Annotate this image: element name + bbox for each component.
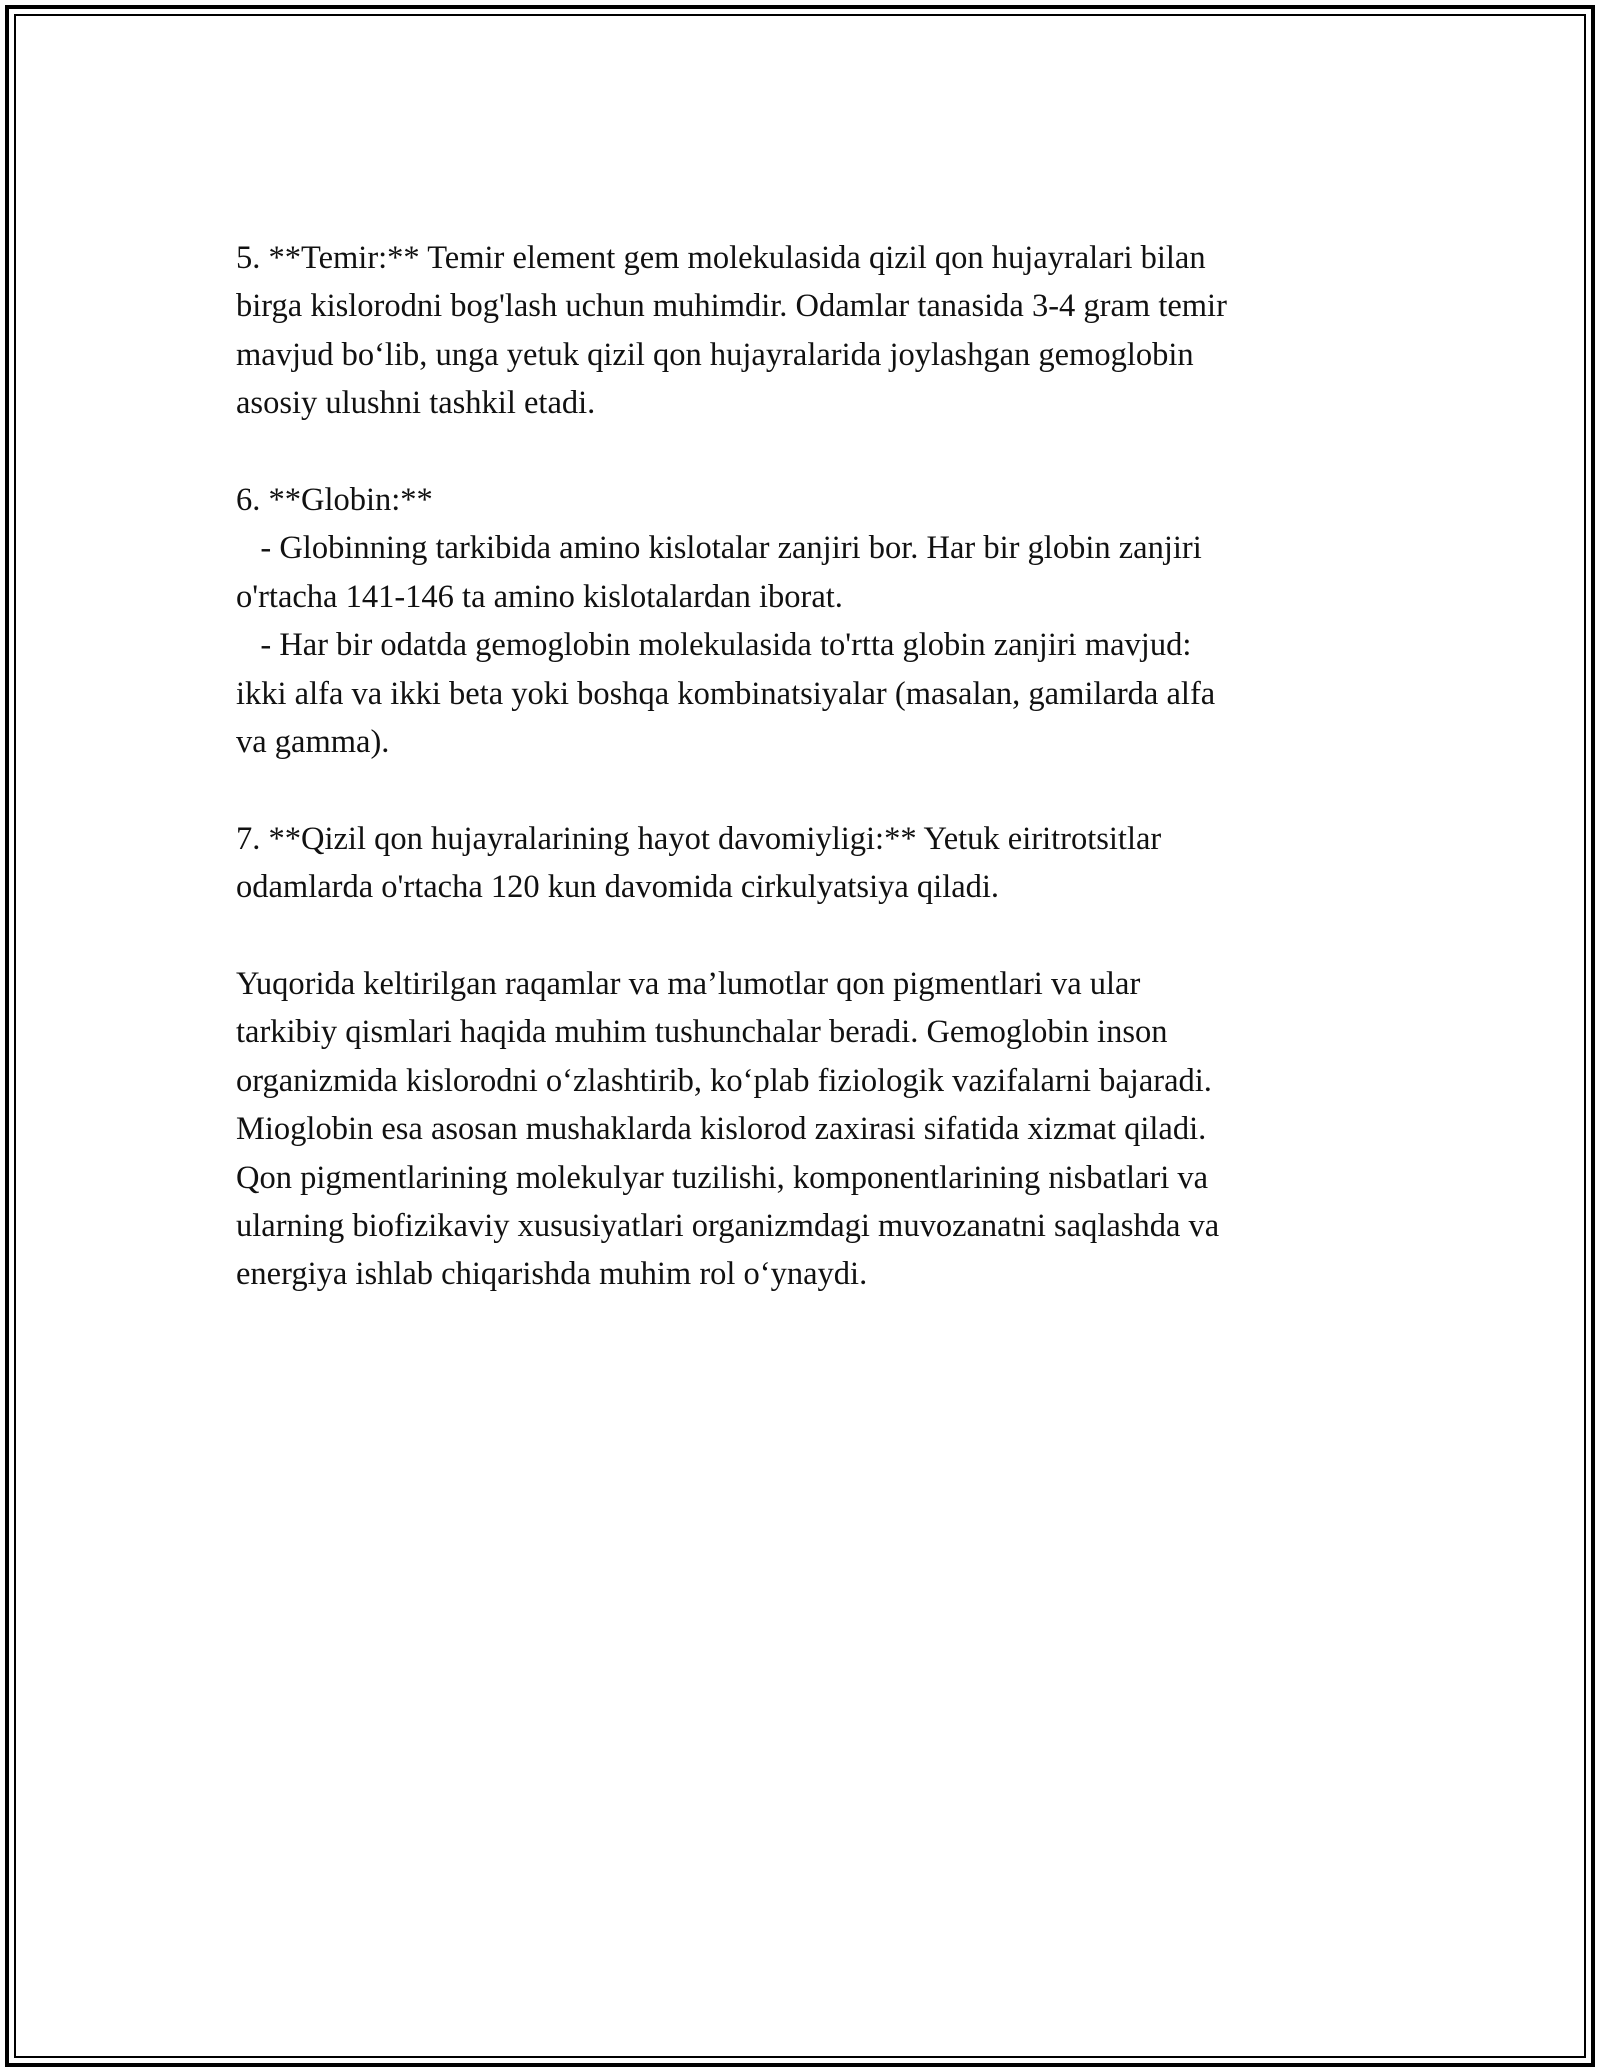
text-line: energiya ishlab chiqarishda muhim rol o‘ynaydi. bbox=[236, 1256, 868, 1293]
text-line: 5. **Temir:** Temir element gem molekulasida qizil qon hujayralari bilan bbox=[236, 240, 1206, 276]
text-line: o'rtacha 141-146 ta amino kislotalardan iborat. bbox=[236, 578, 843, 615]
text-line: va gamma). bbox=[236, 724, 390, 761]
paragraph-gap bbox=[236, 912, 1386, 960]
paragraph-gap bbox=[236, 428, 1386, 476]
text-line: Yuqorida keltirilgan raqamlar va ma’lumotlar qon pigmentlari va ular bbox=[236, 966, 1141, 1003]
text-line: mavjud bo‘lib, unga yetuk qizil qon hujayralarida joylashgan gemoglobin bbox=[236, 336, 1194, 373]
item-7-rbc-lifespan bbox=[236, 815, 1386, 912]
bullet-line: - Globinning tarkibida amino kislotalar zanjiri bor. Har bir globin zanjiri bbox=[236, 530, 1202, 567]
bullet-line: - Har bir odatda gemoglobin molekulasida to'rtta globin zanjiri mavjud: bbox=[236, 627, 1192, 664]
text-line: ularning biofizikaviy xususiyatlari organizmdagi muvozanatni saqlashda va bbox=[236, 1208, 1220, 1245]
text-line: tarkibiy qismlari haqida muhim tushunchalar beradi. Gemoglobin inson bbox=[236, 1014, 1168, 1051]
text-line: asosiy ulushni tashkil etadi. bbox=[236, 385, 596, 422]
item-heading: 6. **Globin:** bbox=[236, 482, 433, 519]
item-6-globin bbox=[236, 476, 1386, 766]
text-line: Qon pigmentlarining molekulyar tuzilishi, komponentlarining nisbatlari va bbox=[236, 1159, 1209, 1196]
text-line: odamlarda o'rtacha 120 kun davomida cirkulyatsiya qiladi. bbox=[236, 869, 1000, 906]
text-line: Mioglobin esa asosan mushaklarda kislorod zaxirasi sifatida xizmat qiladi. bbox=[236, 1111, 1207, 1148]
text-line: birga kislorodni bog'lash uchun muhimdir. Odamlar tanasida 3-4 gram temir bbox=[236, 288, 1227, 325]
text-line: organizmida kislorodni o‘zlashtirib, ko‘plab fiziologik vazifalarni bajaradi. bbox=[236, 1062, 1212, 1099]
paragraph-gap bbox=[236, 766, 1386, 814]
text-line: ikki alfa va ikki beta yoki boshqa kombinatsiyalar (masalan, gamilarda alfa bbox=[236, 675, 1216, 712]
text-line: 7. **Qizil qon hujayralarining hayot davomiyligi:** Yetuk eiritrotsitlar bbox=[236, 820, 1162, 857]
summary-paragraph bbox=[236, 960, 1386, 1299]
item-5-iron bbox=[236, 234, 1386, 428]
document-body bbox=[236, 234, 1386, 1299]
